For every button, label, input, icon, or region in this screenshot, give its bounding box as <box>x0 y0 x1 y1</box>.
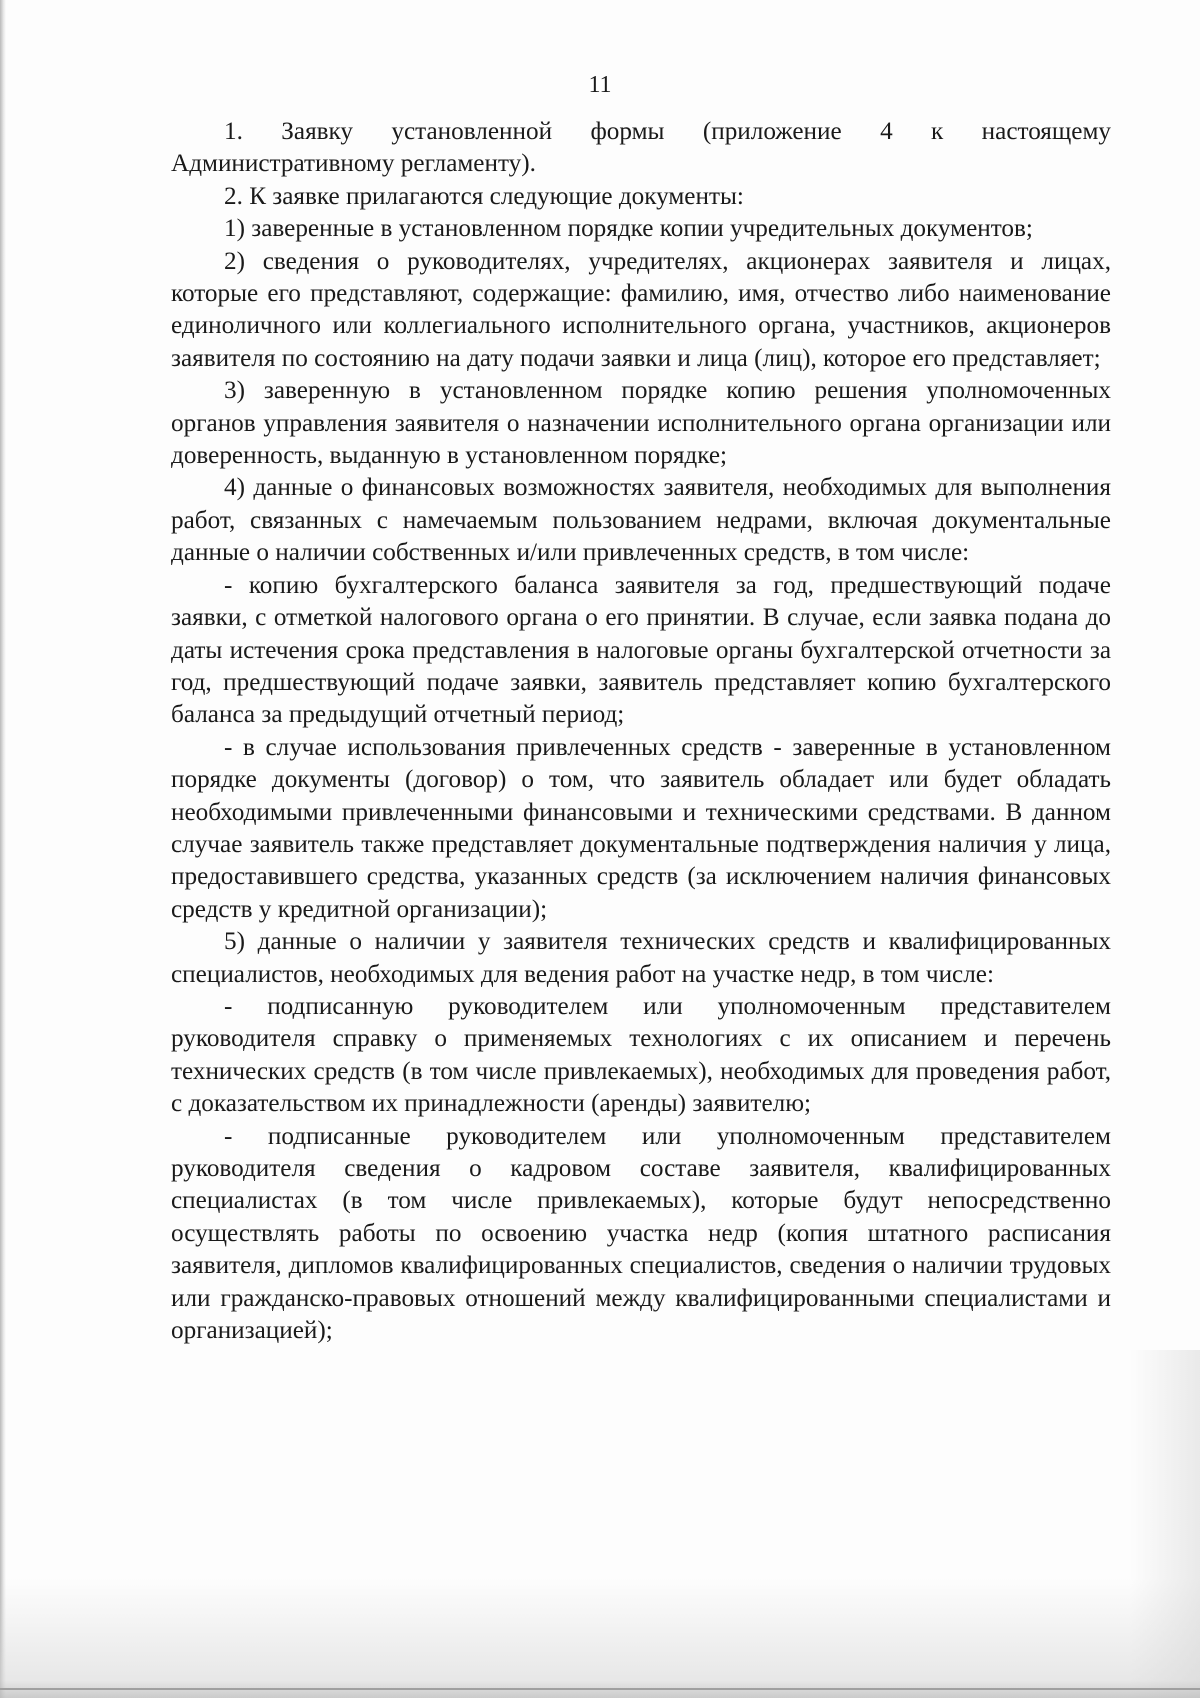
list-item-technical-means: 5) данные о наличии у заявителя технических средств и квалифицированных специалистов, необходимых для ведения работ на участке недр, в том числе: <box>171 928 1111 988</box>
sub-item-technology-certificate: - подписанную руководителем или уполномоченным представителем руководителя справку о применяемых технологиях с их описанием и перечень технических средств (в том числе привлекаемых), необходимых для проведения работ, с доказательством их принадлежности (аренды) заявителю; <box>171 992 1111 1118</box>
page-number: 11 <box>588 72 612 98</box>
list-item-financial-capabilities: 4) данные о финансовых возможностях заявителя, необходимых для выполнения работ, связанных с намечаемым пользованием недрами, включая документальные данные о наличии собственных и/или привлеченных средств, в том числе: <box>171 474 1111 567</box>
scan-edge-line <box>0 1688 1200 1690</box>
scan-shadow-bottom <box>0 1578 1200 1698</box>
list-item-managers-info: 2) сведения о руководителях, учредителях, акционерах заявителя и лицах, которые его представляют, содержащие: фамилию, имя, отчество либо наименование единоличного или коллегиального исполнительного органа, участников, акционеров заявителя по состоянию на дату подачи заявки и лица (лиц), которое его представляет; <box>171 247 1111 372</box>
document-body <box>171 116 1111 1347</box>
list-item-executive-body-decision: 3) заверенную в установленном порядке копию решения уполномоченных органов управления заявителя о назначении исполнительного органа организации или доверенность, выданную в установленном порядке; <box>171 377 1111 470</box>
sub-item-borrowed-funds: - в случае использования привлеченных средств - заверенные в установленном порядке документы (договор) о том, что заявитель обладает или будет обладать необходимыми привлеченными финансовыми и техническими средствами. В данном случае заявитель также представляет документальные подтверждения наличия у лица, предоставившего средства, указанных средств (за исключением наличия финансовых средств у кредитной организации); <box>171 733 1111 923</box>
paragraph-attached-documents: 2. К заявке прилагаются следующие документы: <box>224 182 744 210</box>
scan-shadow-left <box>0 0 6 1698</box>
list-item-founding-documents: 1) заверенные в установленном порядке копии учредительных документов; <box>224 215 1033 243</box>
sub-item-staff-information: - подписанные руководителем или уполномоченным представителем руководителя сведения о кадровом составе заявителя, квалифицированных специалистах (в том числе привлекаемых), которые будут непосредственно осуществлять работы по освоению участка недр (копия штатного расписания заявителя, дипломов квалифицированных специалистов, сведения о наличии трудовых или гражданско-правовых отношений между квалифицированными специалистами и организацией); <box>171 1122 1111 1345</box>
paragraph-application-form: 1. Заявку установленной формы (приложение 4 к настоящему Административному регламенту). <box>171 118 1111 178</box>
sub-item-balance-sheet: - копию бухгалтерского баланса заявителя за год, предшествующий подаче заявки, с отметкой налогового органа о его принятии. В случае, если заявка подана до даты истечения срока представления в налоговые органы бухгалтерской отчетности за год, предшествующий подаче заявки, заявитель представляет копию бухгалтерского баланса за предыдущий отчетный период; <box>171 571 1111 729</box>
